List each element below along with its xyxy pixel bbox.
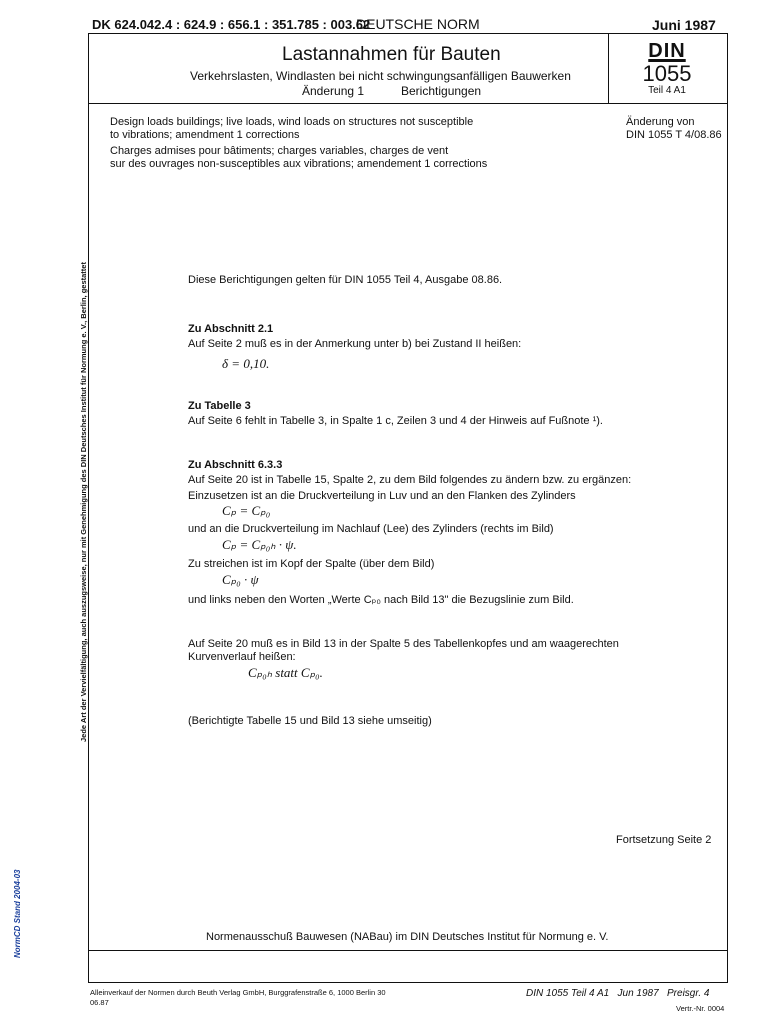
section-text: Zu streichen ist im Kopf der Spalte (über dem Bild) <box>188 558 435 570</box>
section-heading: Zu Abschnitt 2.1 <box>188 323 274 335</box>
din-box-divider <box>608 33 609 104</box>
section-text: Auf Seite 2 muß es in der Anmerkung unter b) bei Zustand II heißen: <box>188 338 522 350</box>
committee-text: Normenausschuß Bauwesen (NABau) im DIN Deutsches Institut für Normung e. V. <box>206 931 609 943</box>
translation-en-2: to vibrations; amendment 1 corrections <box>110 129 300 141</box>
din-logo: DIN <box>648 40 686 62</box>
page-title: Lastannahmen für Bauten <box>282 44 501 65</box>
section-text: Auf Seite 6 fehlt in Tabelle 3, in Spalte 1 c, Zeilen 3 und 4 der Hinweis auf Fußnote ¹). <box>188 415 603 427</box>
din-badge <box>612 40 722 96</box>
formula: δ = 0,10. <box>222 356 270 371</box>
date: Juni 1987 <box>652 17 716 33</box>
section-heading: Zu Tabelle 3 <box>188 400 251 412</box>
doc-reference: DIN 1055 Teil 4 A1 Jun 1987 Preisgr. 4 <box>526 988 710 999</box>
footer-divider <box>88 950 728 951</box>
amendment-label: Änderung 1 <box>302 84 365 98</box>
change-of-value: DIN 1055 T 4/08.86 <box>626 129 722 141</box>
section-text: und an die Druckverteilung im Nachlauf (Lee) des Zylinders (rechts im Bild) <box>188 523 554 535</box>
translation-fr-1: Charges admises pour bâtiments; charges variables, charges de vent <box>110 145 449 157</box>
continuation-text: Fortsetzung Seite 2 <box>616 834 712 846</box>
formula: Cₚ = Cₚ₀ <box>222 503 271 518</box>
section-text: Auf Seite 20 ist in Tabelle 15, Spalte 2, zu dem Bild folgendes zu ändern bzw. zu ergänzen: <box>188 474 632 486</box>
formula: Cₚ₀ · ψ <box>222 572 259 587</box>
formula: Cₚ = Cₚ₀ₕ · ψ. <box>222 537 297 552</box>
intro-text: Diese Berichtigungen gelten für DIN 1055 Teil 4, Ausgabe 08.86. <box>188 274 503 286</box>
section-text: Auf Seite 20 muß es in Bild 13 in der Spalte 5 des Tabellenkopfes und am waagerechten <box>188 638 619 650</box>
corrections-label: Berichtigungen <box>401 84 482 98</box>
translation-en-1: Design loads buildings; live loads, wind loads on structures not susceptible <box>110 116 474 128</box>
change-of-label: Änderung von <box>626 116 695 128</box>
formula: Cₚ₀ₕ statt Cₚ₀. <box>248 665 323 680</box>
vertr-number: Vertr.-Nr. 0004 <box>676 1004 725 1013</box>
din-part: Teil 4 A1 <box>648 85 686 96</box>
sales-line-1: Alleinverkauf der Normen durch Beuth Verlag GmbH, Burggrafenstraße 6, 1000 Berlin 30 <box>90 988 386 997</box>
dk-code: DK 624.042.4 : 624.9 : 656.1 : 351.785 : 003.62 <box>92 17 371 32</box>
copyright-notice: Jede Art der Vervielfältigung, auch auszugsweise, nur mit Genehmigung des DIN Deutsches Institut für Normung e. V., Berlin, gestattet <box>79 262 88 742</box>
norm-label: DEUTSCHE NORM <box>356 16 480 32</box>
note-text: (Berichtigte Tabelle 15 und Bild 13 siehe umseitig) <box>188 715 432 727</box>
section-text: Kurvenverlauf heißen: <box>188 651 296 663</box>
normcd-stamp: NormCD Stand 2004-03 <box>13 869 22 958</box>
sales-line-2: 06.87 <box>90 998 109 1007</box>
translation-fr-2: sur des ouvrages non-susceptibles aux vibrations; amendement 1 corrections <box>110 158 488 170</box>
subtitle: Verkehrslasten, Windlasten bei nicht schwingungsanfälligen Bauwerken <box>190 69 571 83</box>
section-heading: Zu Abschnitt 6.3.3 <box>188 459 283 471</box>
header-divider <box>88 103 728 104</box>
din-number: 1055 <box>642 61 692 86</box>
section-text: Einzusetzen ist an die Druckverteilung in Luv und an den Flanken des Zylinders <box>188 490 576 502</box>
section-text: und links neben den Worten „Werte Cₚ₀ nach Bild 13" die Bezugslinie zum Bild. <box>188 594 574 606</box>
